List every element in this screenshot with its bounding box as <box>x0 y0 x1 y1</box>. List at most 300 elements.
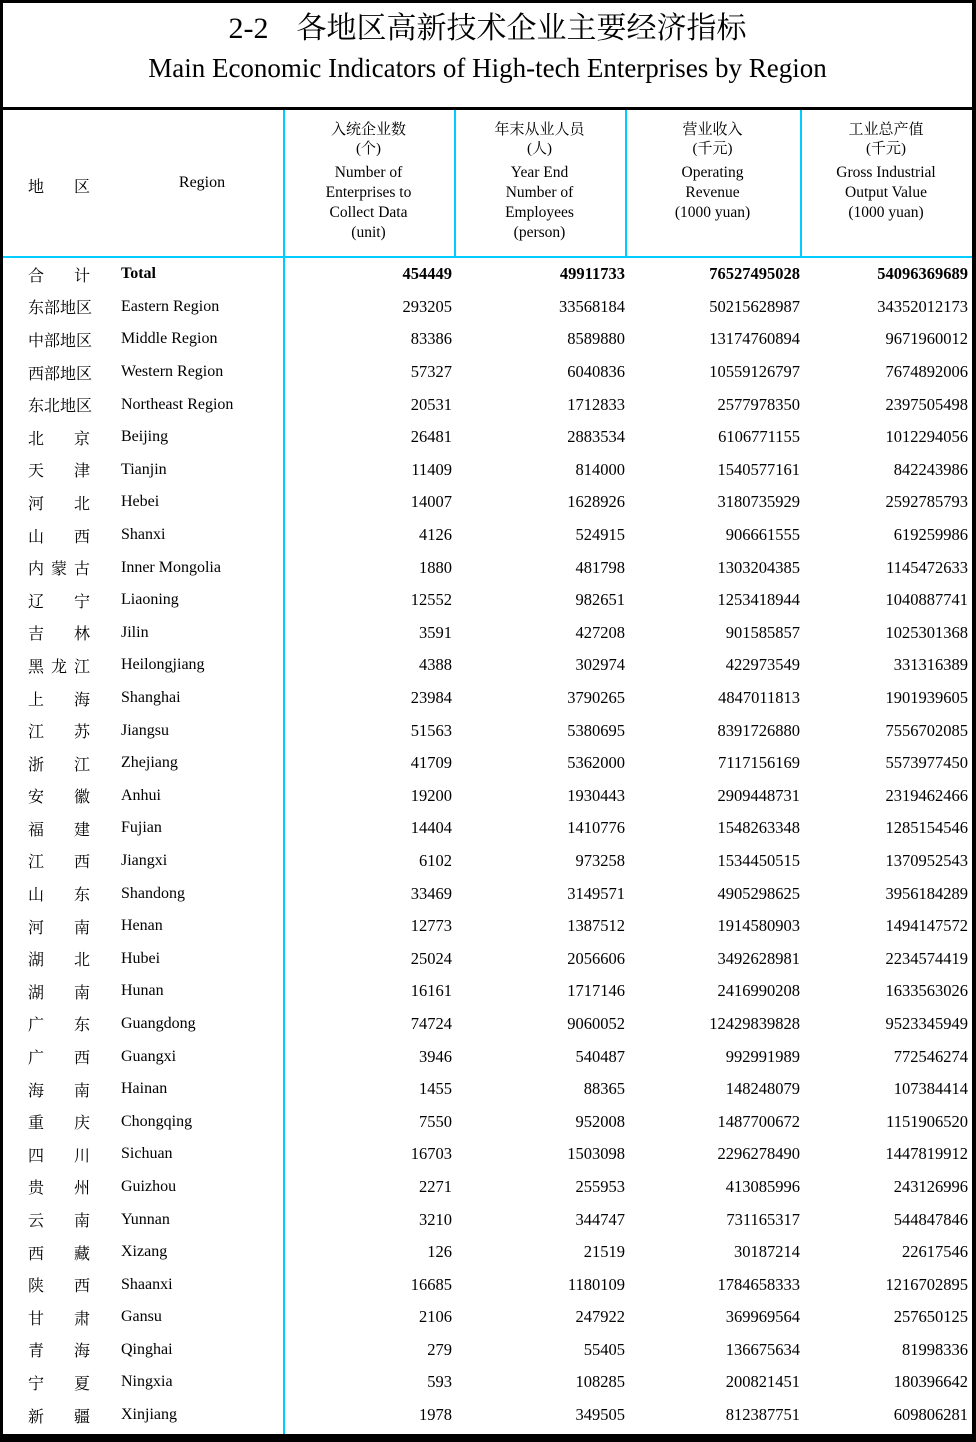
value-revenue: 1548263348 <box>717 818 800 838</box>
value-output: 257650125 <box>893 1307 968 1327</box>
region-name-zh <box>28 491 90 514</box>
value-output: 1025301368 <box>885 622 968 642</box>
column-header-2 <box>454 121 625 243</box>
region-name-zh <box>28 915 90 938</box>
region-char: 河 <box>28 919 45 937</box>
region-char: 西 <box>28 365 45 383</box>
table-row <box>3 1138 972 1171</box>
value-revenue: 4905298625 <box>717 883 800 903</box>
value-output: 180396642 <box>893 1372 968 1392</box>
value-employees: 1628926 <box>567 492 625 512</box>
value-revenue: 10559126797 <box>709 362 800 382</box>
region-name-zh <box>28 980 90 1003</box>
region-char: 江 <box>28 854 45 872</box>
value-enterprises: 16161 <box>410 981 452 1001</box>
value-employees: 2056606 <box>567 948 625 968</box>
value-employees: 481798 <box>575 557 625 577</box>
value-employees: 6040836 <box>567 362 625 382</box>
value-employees: 982651 <box>575 590 625 610</box>
value-revenue: 136675634 <box>725 1339 800 1359</box>
value-enterprises: 33469 <box>410 883 452 903</box>
value-enterprises: 25024 <box>410 948 452 968</box>
value-enterprises: 3946 <box>419 1046 452 1066</box>
value-employees: 108285 <box>575 1372 625 1392</box>
value-revenue: 148248079 <box>725 1079 800 1099</box>
column-header-line: 入统企业数 <box>330 122 406 138</box>
column-header-line: Number of <box>505 184 574 201</box>
value-revenue: 1540577161 <box>717 459 800 479</box>
region-char: 江 <box>73 658 90 676</box>
region-char: 贵 <box>28 1180 45 1198</box>
column-header-line: Collect Data <box>329 204 408 221</box>
region-name-zh <box>28 556 90 579</box>
table-row <box>3 975 972 1008</box>
table-row <box>3 1171 972 1204</box>
value-employees: 1410776 <box>567 818 625 838</box>
value-employees: 2883534 <box>567 427 625 447</box>
table-number: 2-2 <box>228 12 269 45</box>
region-name-zh <box>28 817 90 840</box>
value-employees: 5362000 <box>567 753 625 773</box>
column-header-line: Gross Industrial <box>836 164 936 181</box>
value-revenue: 7117156169 <box>718 753 800 773</box>
value-output: 1145472633 <box>886 557 968 577</box>
region-name-en: Middle Region <box>121 330 218 348</box>
table-row <box>3 910 972 943</box>
region-name-zh <box>28 1273 90 1296</box>
region-name-zh <box>28 752 90 775</box>
region-char: 部 <box>44 365 61 383</box>
region-char: 江 <box>28 724 45 742</box>
value-revenue: 422973549 <box>725 655 800 675</box>
region-char: 西 <box>73 854 90 872</box>
table-row <box>3 942 972 975</box>
table-row <box>3 454 972 487</box>
value-enterprises: 14007 <box>410 492 452 512</box>
value-revenue: 369969564 <box>725 1307 800 1327</box>
value-output: 331316389 <box>893 655 968 675</box>
region-char: 甘 <box>28 1310 45 1328</box>
region-char: 合 <box>28 267 45 285</box>
region-name-en: Jiangsu <box>121 721 169 739</box>
table-row <box>3 617 972 650</box>
region-name-en: Qinghai <box>121 1340 173 1358</box>
region-char: 肃 <box>73 1310 90 1328</box>
table-row <box>3 258 972 291</box>
value-output: 34352012173 <box>877 296 968 316</box>
region-char: 龙 <box>50 658 67 676</box>
region-char: 北 <box>73 952 90 970</box>
value-employees: 1712833 <box>567 394 625 414</box>
table-row <box>3 1073 972 1106</box>
region-char: 辽 <box>28 593 45 611</box>
region-name-en: Hebei <box>121 493 160 511</box>
value-employees: 952008 <box>575 1111 625 1131</box>
region-name-en: Sichuan <box>121 1145 173 1163</box>
table-row <box>3 519 972 552</box>
value-output: 5573977450 <box>885 753 968 773</box>
region-char: 津 <box>73 463 90 481</box>
region-name-zh <box>28 1143 90 1166</box>
value-enterprises: 4388 <box>419 655 452 675</box>
table-row <box>3 1268 972 1301</box>
value-revenue: 3492628981 <box>717 948 800 968</box>
value-employees: 247922 <box>575 1307 625 1327</box>
region-name-en: Guangdong <box>121 1014 196 1032</box>
column-header-4 <box>800 121 972 223</box>
region-name-zh <box>28 393 93 416</box>
value-employees: 33568184 <box>559 296 625 316</box>
region-name-en: Shanxi <box>121 526 166 544</box>
value-output: 1216702895 <box>885 1274 968 1294</box>
value-revenue: 50215628987 <box>709 296 800 316</box>
value-revenue: 4847011813 <box>718 688 800 708</box>
region-name-zh <box>28 621 90 644</box>
value-output: 1151906520 <box>886 1111 968 1131</box>
region-name-zh <box>28 719 90 742</box>
region-char: 南 <box>73 984 90 1002</box>
region-char: 南 <box>73 919 90 937</box>
value-employees: 1503098 <box>567 1144 625 1164</box>
region-char: 徽 <box>73 789 90 807</box>
value-output: 1901939605 <box>885 688 968 708</box>
region-name-en: Zhejiang <box>121 754 178 772</box>
value-enterprises: 2271 <box>419 1176 452 1196</box>
value-output: 243126996 <box>893 1176 968 1196</box>
region-name-en: Hainan <box>121 1080 168 1098</box>
value-enterprises: 12773 <box>410 916 452 936</box>
region-name-zh <box>28 1078 90 1101</box>
region-char: 北 <box>28 430 45 448</box>
region-name-zh <box>28 1175 90 1198</box>
region-name-zh <box>28 654 90 677</box>
region-char: 区 <box>76 332 93 350</box>
value-employees: 973258 <box>575 850 625 870</box>
region-char: 吉 <box>28 626 45 644</box>
region-char: 夏 <box>73 1375 90 1393</box>
region-name-en: Inner Mongolia <box>121 558 221 576</box>
region-name-en: Xizang <box>121 1243 168 1261</box>
value-enterprises: 279 <box>427 1339 452 1359</box>
table-row <box>3 486 972 519</box>
table-row <box>3 551 972 584</box>
value-enterprises: 16703 <box>410 1144 452 1164</box>
value-employees: 55405 <box>583 1339 625 1359</box>
table-row <box>3 1105 972 1138</box>
table-row <box>3 812 972 845</box>
value-enterprises: 19200 <box>410 785 452 805</box>
value-output: 1447819912 <box>885 1144 968 1164</box>
value-revenue: 2909448731 <box>717 785 800 805</box>
value-output: 2592785793 <box>885 492 968 512</box>
value-enterprises: 26481 <box>410 427 452 447</box>
region-name-en: Gansu <box>121 1308 162 1326</box>
value-revenue: 2416990208 <box>717 981 800 1001</box>
value-employees: 540487 <box>575 1046 625 1066</box>
column-header-line: Number of <box>334 164 403 181</box>
value-enterprises: 4126 <box>419 525 452 545</box>
value-output: 1012294056 <box>885 427 968 447</box>
value-employees: 1387512 <box>567 916 625 936</box>
region-name-zh <box>28 458 90 481</box>
value-enterprises: 16685 <box>410 1274 452 1294</box>
value-employees: 9060052 <box>567 1013 625 1033</box>
title-divider <box>3 107 972 110</box>
region-char: 湖 <box>28 952 45 970</box>
value-revenue: 13174760894 <box>709 329 800 349</box>
region-char: 海 <box>73 691 90 709</box>
region-name-zh <box>28 849 90 872</box>
region-name-en: Guizhou <box>121 1177 177 1195</box>
value-enterprises: 11409 <box>411 459 452 479</box>
value-revenue: 6106771155 <box>718 427 800 447</box>
region-name-en: Jilin <box>121 623 149 641</box>
column-header-line: (unit) <box>351 224 386 241</box>
value-employees: 427208 <box>575 622 625 642</box>
region-name-en: Eastern Region <box>121 297 220 315</box>
value-enterprises: 83386 <box>410 329 452 349</box>
column-header-line: Operating <box>681 164 744 181</box>
region-name-zh <box>28 1306 90 1329</box>
region-char: 区 <box>76 365 93 383</box>
column-header-line: (个) <box>356 141 381 157</box>
value-output: 842243986 <box>893 459 968 479</box>
region-name-en: Chongqing <box>121 1112 193 1130</box>
region-char: 东 <box>28 300 45 318</box>
region-char: 上 <box>28 691 45 709</box>
value-enterprises: 74724 <box>410 1013 452 1033</box>
column-header-line: Employees <box>505 204 574 221</box>
region-name-en: Fujian <box>121 819 162 837</box>
value-employees: 5380695 <box>567 720 625 740</box>
region-char: 部 <box>44 300 61 318</box>
value-employees: 1180109 <box>567 1274 625 1294</box>
column-header-line: Revenue <box>685 184 740 201</box>
table-row <box>3 1236 972 1269</box>
region-name-zh <box>28 295 93 318</box>
column-header-1 <box>283 121 454 243</box>
table-row <box>3 714 972 747</box>
value-revenue: 3180735929 <box>717 492 800 512</box>
region-char: 湖 <box>28 984 45 1002</box>
value-output: 3956184289 <box>885 883 968 903</box>
region-name-en: Liaoning <box>121 591 179 609</box>
value-revenue: 1784658333 <box>717 1274 800 1294</box>
region-name-en: Hunan <box>121 982 164 1000</box>
region-name-en: Tianjin <box>121 460 167 478</box>
value-output: 609806281 <box>893 1405 968 1425</box>
region-name-en: Northeast Region <box>121 395 234 413</box>
value-employees: 3149571 <box>567 883 625 903</box>
region-name-en: Total <box>121 265 156 283</box>
value-employees: 1717146 <box>567 981 625 1001</box>
region-header-char: 区 <box>73 179 90 196</box>
value-output: 619259986 <box>893 525 968 545</box>
value-enterprises: 2106 <box>419 1307 452 1327</box>
region-name-en: Heilongjiang <box>121 656 205 674</box>
region-char: 河 <box>28 495 45 513</box>
table-row <box>3 1301 972 1334</box>
value-output: 1633563026 <box>885 981 968 1001</box>
column-header-line: Year End <box>510 164 569 181</box>
table-row <box>3 1203 972 1236</box>
value-enterprises: 1880 <box>419 557 452 577</box>
value-revenue: 2296278490 <box>717 1144 800 1164</box>
table-row <box>3 291 972 324</box>
region-char: 陕 <box>28 1278 45 1296</box>
region-name-zh <box>28 947 90 970</box>
table-body <box>3 258 972 1431</box>
column-header-line: (千元) <box>692 141 733 157</box>
region-char: 东 <box>73 887 90 905</box>
region-name-zh <box>28 1371 90 1394</box>
region-char: 广 <box>28 1050 45 1068</box>
value-revenue: 8391726880 <box>717 720 800 740</box>
region-name-en: Beijing <box>121 428 169 446</box>
header-region-zh <box>28 174 90 197</box>
region-name-en: Shandong <box>121 884 185 902</box>
value-revenue: 76527495028 <box>709 264 800 284</box>
value-output: 1285154546 <box>885 818 968 838</box>
region-name-en: Anhui <box>121 786 161 804</box>
region-name-zh <box>28 589 90 612</box>
region-char: 区 <box>76 398 93 416</box>
value-enterprises: 126 <box>427 1242 452 1262</box>
region-name-zh <box>28 524 90 547</box>
region-name-zh <box>28 1110 90 1133</box>
value-output: 544847846 <box>893 1209 968 1229</box>
value-enterprises: 51563 <box>410 720 452 740</box>
value-employees: 3790265 <box>567 688 625 708</box>
table-row <box>3 1040 972 1073</box>
table-row <box>3 649 972 682</box>
value-employees: 524915 <box>575 525 625 545</box>
region-char: 地 <box>60 398 77 416</box>
region-name-en: Henan <box>121 917 163 935</box>
value-employees: 302974 <box>575 655 625 675</box>
value-output: 1370952543 <box>885 850 968 870</box>
value-employees: 349505 <box>575 1405 625 1425</box>
value-output: 772546274 <box>893 1046 968 1066</box>
value-enterprises: 41709 <box>410 753 452 773</box>
value-enterprises: 14404 <box>410 818 452 838</box>
column-header-line: Output Value <box>845 184 927 201</box>
value-employees: 344747 <box>575 1209 625 1229</box>
value-output: 2319462466 <box>885 785 968 805</box>
table-row <box>3 747 972 780</box>
region-name-en: Jiangxi <box>121 851 168 869</box>
table-row <box>3 388 972 421</box>
region-char: 藏 <box>73 1245 90 1263</box>
column-header-line: (1000 yuan) <box>848 204 924 221</box>
region-char: 内 <box>28 561 45 579</box>
region-char: 天 <box>28 463 45 481</box>
region-char: 中 <box>28 332 45 350</box>
value-enterprises: 1978 <box>419 1405 452 1425</box>
value-output: 7674892006 <box>885 362 968 382</box>
value-enterprises: 12552 <box>410 590 452 610</box>
value-revenue: 1253418944 <box>717 590 800 610</box>
column-header-3 <box>625 121 800 223</box>
region-char: 建 <box>73 821 90 839</box>
region-char: 山 <box>28 528 45 546</box>
region-name-zh <box>28 1338 90 1361</box>
region-name-zh <box>28 328 93 351</box>
region-char: 西 <box>28 1245 45 1263</box>
region-char: 川 <box>73 1147 90 1165</box>
region-char: 疆 <box>73 1408 90 1426</box>
region-name-en: Xinjiang <box>121 1406 177 1424</box>
region-name-en: Ningxia <box>121 1373 173 1391</box>
table-row <box>3 1399 972 1432</box>
value-revenue: 1914580903 <box>717 916 800 936</box>
value-output: 9523345949 <box>885 1013 968 1033</box>
table-title-en: Main Economic Indicators of High-tech Enterprises by Region <box>148 53 827 83</box>
value-enterprises: 3591 <box>419 622 452 642</box>
region-char: 四 <box>28 1147 45 1165</box>
table-row <box>3 323 972 356</box>
region-name-zh <box>28 361 93 384</box>
value-employees: 255953 <box>575 1176 625 1196</box>
region-char: 地 <box>60 332 77 350</box>
region-char: 部 <box>44 332 61 350</box>
region-name-en: Shanghai <box>121 689 181 707</box>
value-enterprises: 23984 <box>410 688 452 708</box>
column-header-line: Enterprises to <box>325 184 412 201</box>
table-row <box>3 356 972 389</box>
region-name-zh <box>28 784 90 807</box>
value-output: 22617546 <box>902 1242 968 1262</box>
region-char: 林 <box>73 626 90 644</box>
region-char: 西 <box>73 1278 90 1296</box>
value-employees: 49911733 <box>559 264 625 284</box>
table-row <box>3 1008 972 1041</box>
table-row <box>3 682 972 715</box>
region-char: 计 <box>73 267 90 285</box>
column-header-line: 营业收入 <box>682 122 743 138</box>
region-char: 地 <box>60 365 77 383</box>
region-name-en: Western Region <box>121 363 224 381</box>
region-name-zh <box>28 687 90 710</box>
value-output: 81998336 <box>902 1339 968 1359</box>
region-char: 北 <box>73 495 90 513</box>
value-revenue: 731165317 <box>726 1209 800 1229</box>
value-employees: 1930443 <box>567 785 625 805</box>
region-name-zh <box>28 1208 90 1231</box>
region-header-char: 地 <box>28 179 45 196</box>
value-employees: 814000 <box>575 459 625 479</box>
table-row <box>3 780 972 813</box>
value-enterprises: 20531 <box>410 394 452 414</box>
value-revenue: 1487700672 <box>717 1111 800 1131</box>
table-title-zh-text: 各地区高新技术企业主要经济指标 <box>296 12 747 45</box>
region-name-zh <box>28 1404 90 1427</box>
region-char: 宁 <box>73 593 90 611</box>
column-header-line: (人) <box>527 141 552 157</box>
region-char: 西 <box>73 1050 90 1068</box>
column-header-line: 年末从业人员 <box>494 122 585 138</box>
region-char: 福 <box>28 821 45 839</box>
value-enterprises: 7550 <box>419 1111 452 1131</box>
value-output: 1494147572 <box>885 916 968 936</box>
region-char: 京 <box>73 430 90 448</box>
value-output: 107384414 <box>893 1079 968 1099</box>
value-output: 7556702085 <box>885 720 968 740</box>
region-char: 苏 <box>73 724 90 742</box>
region-char: 安 <box>28 789 45 807</box>
value-revenue: 1303204385 <box>717 557 800 577</box>
region-name-zh <box>28 1241 90 1264</box>
